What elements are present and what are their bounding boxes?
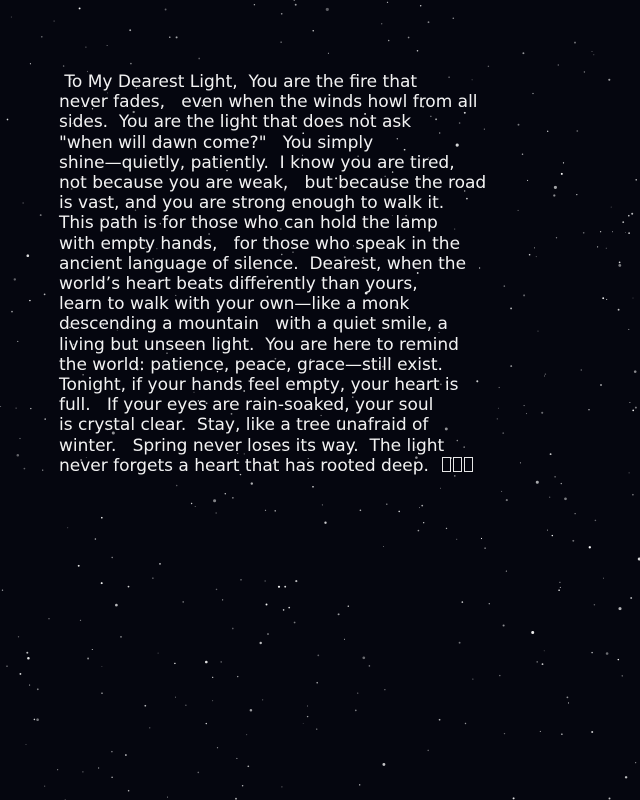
star bbox=[501, 491, 502, 492]
star bbox=[575, 513, 576, 514]
star bbox=[92, 649, 93, 650]
star bbox=[600, 384, 602, 386]
letter-line: is crystal clear. Stay, like a tree unafraid of bbox=[59, 415, 429, 436]
star bbox=[101, 666, 102, 667]
star bbox=[275, 510, 276, 511]
letter-line: the world: patience, peace, grace—still exist. bbox=[59, 354, 443, 375]
missing-glyph-icon bbox=[442, 457, 451, 472]
star bbox=[384, 689, 385, 690]
star bbox=[42, 470, 43, 471]
star bbox=[506, 571, 507, 572]
star bbox=[294, 622, 296, 624]
star bbox=[205, 661, 208, 664]
star bbox=[602, 297, 604, 299]
star bbox=[78, 565, 80, 567]
star bbox=[36, 718, 39, 721]
star bbox=[591, 731, 593, 733]
star bbox=[27, 254, 30, 257]
star bbox=[593, 54, 594, 55]
star bbox=[26, 744, 27, 745]
letter-line: Tonight, if your hands feel empty, your heart is bbox=[59, 375, 459, 396]
star bbox=[212, 700, 213, 701]
star bbox=[576, 194, 577, 195]
star bbox=[175, 697, 176, 698]
star bbox=[632, 494, 634, 496]
letter-line: never fades, even when the winds howl from all bbox=[59, 92, 478, 113]
star bbox=[128, 586, 130, 588]
letter-line: shine—quietly, patiently. I know you are tired, bbox=[59, 152, 455, 173]
star bbox=[176, 485, 178, 487]
star bbox=[618, 607, 621, 610]
star bbox=[19, 673, 21, 675]
star bbox=[456, 539, 457, 540]
star bbox=[111, 557, 112, 558]
star bbox=[313, 30, 314, 31]
star bbox=[235, 798, 237, 800]
star bbox=[499, 675, 500, 676]
star bbox=[576, 130, 578, 132]
star bbox=[152, 577, 153, 578]
letter-line: winter. Spring never loses its way. The light bbox=[59, 435, 445, 456]
letter-line-last bbox=[59, 456, 559, 476]
star bbox=[632, 410, 634, 412]
star bbox=[381, 23, 382, 24]
star bbox=[619, 262, 621, 264]
star bbox=[317, 655, 319, 657]
star bbox=[295, 4, 297, 6]
letter-line: learn to walk with your own—like a monk bbox=[59, 294, 410, 315]
star bbox=[34, 719, 36, 721]
star bbox=[295, 580, 297, 582]
star bbox=[568, 702, 569, 703]
star bbox=[583, 232, 585, 234]
star bbox=[633, 298, 634, 299]
star bbox=[574, 42, 576, 44]
star bbox=[85, 46, 86, 47]
star bbox=[634, 370, 637, 373]
star bbox=[278, 586, 280, 588]
star bbox=[552, 535, 553, 536]
letter-line: full. If your eyes are rain-soaked, your soul bbox=[59, 395, 434, 416]
star bbox=[247, 765, 249, 767]
star bbox=[240, 579, 242, 581]
star bbox=[560, 587, 561, 588]
letter-line: This path is for those who can hold the lamp bbox=[59, 213, 438, 234]
star bbox=[608, 79, 610, 81]
star bbox=[120, 636, 121, 637]
star bbox=[591, 652, 592, 653]
letter-line: descending a mountain with a quiet smile, a bbox=[59, 314, 448, 335]
star bbox=[0, 406, 1, 407]
star bbox=[24, 468, 26, 470]
star bbox=[360, 510, 362, 512]
star bbox=[369, 665, 371, 667]
star bbox=[284, 586, 286, 588]
star bbox=[606, 248, 607, 249]
star bbox=[581, 370, 582, 371]
star bbox=[635, 407, 637, 409]
star bbox=[18, 636, 19, 637]
star bbox=[87, 658, 89, 660]
star bbox=[348, 605, 349, 606]
star bbox=[506, 499, 508, 501]
star bbox=[635, 179, 636, 180]
star bbox=[625, 232, 626, 233]
star bbox=[446, 528, 447, 529]
star bbox=[453, 18, 455, 20]
star bbox=[561, 734, 562, 735]
star bbox=[80, 620, 81, 621]
star bbox=[618, 659, 619, 660]
star bbox=[427, 750, 429, 752]
star bbox=[41, 36, 43, 38]
star bbox=[225, 493, 226, 494]
star bbox=[591, 51, 592, 52]
star bbox=[198, 58, 200, 60]
star bbox=[7, 119, 9, 121]
star bbox=[622, 221, 624, 223]
star bbox=[212, 677, 213, 678]
star bbox=[417, 50, 419, 52]
star bbox=[232, 497, 233, 498]
star bbox=[382, 763, 385, 766]
letter-line-text: never forgets a heart that has rooted deep. bbox=[59, 455, 440, 476]
star bbox=[481, 538, 482, 539]
star bbox=[165, 9, 167, 11]
star bbox=[232, 628, 234, 630]
star bbox=[588, 409, 589, 410]
star bbox=[63, 65, 65, 67]
star bbox=[30, 408, 31, 409]
star bbox=[462, 601, 464, 603]
star bbox=[522, 52, 524, 54]
star bbox=[125, 754, 127, 756]
star bbox=[17, 341, 18, 342]
star bbox=[265, 510, 266, 511]
star bbox=[307, 716, 308, 717]
star bbox=[629, 472, 630, 473]
star bbox=[572, 540, 574, 542]
star bbox=[14, 278, 16, 280]
letter-line: with empty hands, for those who speak in the bbox=[59, 233, 461, 254]
star bbox=[439, 719, 441, 721]
star bbox=[44, 418, 46, 420]
star bbox=[316, 728, 317, 729]
star bbox=[540, 731, 541, 732]
star bbox=[29, 685, 30, 686]
star bbox=[589, 546, 591, 548]
star bbox=[250, 709, 253, 712]
star bbox=[606, 652, 609, 655]
star bbox=[48, 618, 49, 619]
star bbox=[222, 599, 223, 600]
star bbox=[6, 665, 8, 667]
star bbox=[26, 652, 28, 654]
star bbox=[629, 402, 630, 403]
star bbox=[57, 769, 58, 770]
star bbox=[597, 246, 598, 247]
star bbox=[488, 66, 489, 67]
star bbox=[383, 546, 384, 547]
star bbox=[2, 590, 3, 591]
star bbox=[95, 538, 97, 540]
star bbox=[111, 751, 113, 753]
star bbox=[216, 513, 217, 514]
star bbox=[603, 578, 604, 579]
star bbox=[440, 488, 441, 489]
star bbox=[303, 723, 304, 724]
star bbox=[294, 0, 295, 1]
missing-glyph-icon bbox=[453, 457, 462, 472]
star bbox=[423, 522, 424, 523]
star bbox=[328, 53, 329, 54]
letter-line: living but unseen light. You are here to remind bbox=[59, 334, 459, 355]
star bbox=[594, 604, 595, 605]
star bbox=[558, 65, 559, 66]
star bbox=[213, 499, 216, 502]
star bbox=[418, 530, 420, 532]
star bbox=[79, 7, 81, 9]
star bbox=[115, 604, 118, 607]
star bbox=[159, 563, 161, 565]
star bbox=[262, 699, 263, 700]
star bbox=[111, 777, 112, 778]
star bbox=[27, 657, 30, 660]
star bbox=[169, 37, 170, 38]
star bbox=[217, 747, 218, 748]
star bbox=[421, 505, 423, 507]
star bbox=[236, 758, 237, 759]
star bbox=[307, 706, 308, 707]
star bbox=[16, 408, 17, 409]
star bbox=[584, 71, 585, 72]
missing-glyph-icons bbox=[442, 456, 475, 476]
star bbox=[618, 264, 621, 267]
star bbox=[11, 311, 13, 313]
star bbox=[251, 482, 253, 484]
star bbox=[316, 682, 318, 684]
star bbox=[549, 497, 550, 498]
star bbox=[459, 642, 461, 644]
star bbox=[242, 785, 243, 786]
star bbox=[355, 710, 357, 712]
star bbox=[195, 506, 196, 507]
star bbox=[561, 483, 562, 484]
star bbox=[237, 676, 238, 677]
star bbox=[563, 162, 564, 163]
star bbox=[266, 604, 268, 606]
star bbox=[281, 13, 283, 15]
star bbox=[29, 300, 30, 301]
star bbox=[174, 663, 175, 664]
letter-line: sides. You are the light that does not ask bbox=[59, 112, 412, 133]
star bbox=[609, 798, 611, 800]
star bbox=[357, 693, 358, 694]
star bbox=[67, 527, 68, 528]
star bbox=[37, 688, 39, 690]
letter-line: not because you are weak, but because the road bbox=[59, 173, 487, 194]
star bbox=[630, 597, 632, 599]
star bbox=[612, 231, 613, 232]
star bbox=[11, 17, 12, 18]
star bbox=[559, 582, 560, 583]
star bbox=[408, 37, 410, 39]
star bbox=[618, 309, 620, 311]
star bbox=[536, 481, 539, 484]
star bbox=[254, 4, 255, 5]
star bbox=[611, 207, 612, 208]
star bbox=[44, 786, 45, 787]
star bbox=[622, 675, 623, 676]
star bbox=[419, 507, 420, 508]
star bbox=[130, 63, 132, 65]
star bbox=[191, 503, 192, 504]
star bbox=[324, 522, 326, 524]
star bbox=[489, 603, 490, 604]
star bbox=[158, 653, 159, 654]
star bbox=[547, 530, 548, 531]
star bbox=[606, 299, 607, 300]
letter-line: ancient language of silence. Dearest, when the bbox=[59, 253, 467, 274]
star bbox=[129, 29, 131, 31]
star bbox=[472, 679, 473, 680]
star bbox=[536, 661, 538, 663]
letter-body bbox=[59, 72, 559, 476]
star bbox=[107, 45, 108, 46]
letter-line: "when will dawn come?" You simply bbox=[59, 132, 374, 153]
star bbox=[338, 613, 340, 615]
star bbox=[185, 705, 186, 706]
star bbox=[246, 734, 247, 735]
star bbox=[259, 642, 261, 644]
star bbox=[628, 329, 629, 330]
star bbox=[567, 697, 569, 699]
star bbox=[344, 639, 345, 640]
star bbox=[101, 517, 103, 519]
star bbox=[359, 784, 360, 785]
star bbox=[595, 520, 597, 522]
star bbox=[628, 215, 630, 217]
star bbox=[504, 733, 505, 734]
star bbox=[30, 63, 31, 64]
star bbox=[542, 663, 544, 665]
star bbox=[322, 504, 323, 505]
star bbox=[631, 213, 633, 215]
star bbox=[312, 486, 314, 488]
star bbox=[484, 547, 486, 549]
star bbox=[167, 797, 168, 798]
star bbox=[101, 582, 103, 584]
letter-line: To My Dearest Light, You are the fire that bbox=[59, 72, 418, 92]
star bbox=[220, 661, 222, 663]
star bbox=[144, 705, 146, 707]
star bbox=[267, 633, 269, 635]
letter-line: world’s heart beats differently than yours, bbox=[59, 274, 418, 295]
star bbox=[206, 723, 207, 724]
star bbox=[503, 624, 505, 626]
star bbox=[23, 202, 24, 203]
star bbox=[625, 776, 627, 778]
star bbox=[362, 656, 365, 659]
star bbox=[149, 727, 150, 728]
star bbox=[386, 504, 387, 505]
star bbox=[564, 497, 567, 500]
star bbox=[561, 173, 563, 175]
star bbox=[101, 692, 103, 694]
star bbox=[600, 231, 601, 232]
star bbox=[82, 771, 83, 772]
star bbox=[197, 772, 199, 774]
letter-line: is vast, and you are strong enough to walk it. bbox=[59, 193, 445, 214]
star bbox=[326, 8, 329, 11]
star bbox=[398, 511, 400, 513]
star bbox=[182, 601, 184, 603]
star bbox=[281, 786, 282, 787]
star bbox=[558, 589, 560, 591]
star bbox=[128, 790, 130, 792]
star bbox=[216, 589, 218, 591]
missing-glyph-icon bbox=[464, 457, 473, 472]
star bbox=[265, 581, 266, 582]
star bbox=[19, 438, 20, 439]
star bbox=[635, 762, 636, 763]
star bbox=[280, 41, 281, 42]
star bbox=[531, 631, 534, 634]
star bbox=[420, 5, 421, 6]
star bbox=[388, 40, 390, 42]
star bbox=[40, 214, 42, 216]
star bbox=[44, 294, 46, 296]
star bbox=[54, 21, 55, 22]
star bbox=[387, 2, 388, 3]
star bbox=[428, 21, 430, 23]
star bbox=[513, 797, 515, 799]
star bbox=[288, 607, 290, 609]
star bbox=[465, 723, 466, 724]
star bbox=[283, 609, 285, 611]
star bbox=[176, 36, 178, 38]
star bbox=[544, 650, 545, 651]
star bbox=[98, 767, 99, 768]
star bbox=[17, 454, 20, 457]
star bbox=[628, 232, 630, 234]
star bbox=[554, 476, 556, 478]
